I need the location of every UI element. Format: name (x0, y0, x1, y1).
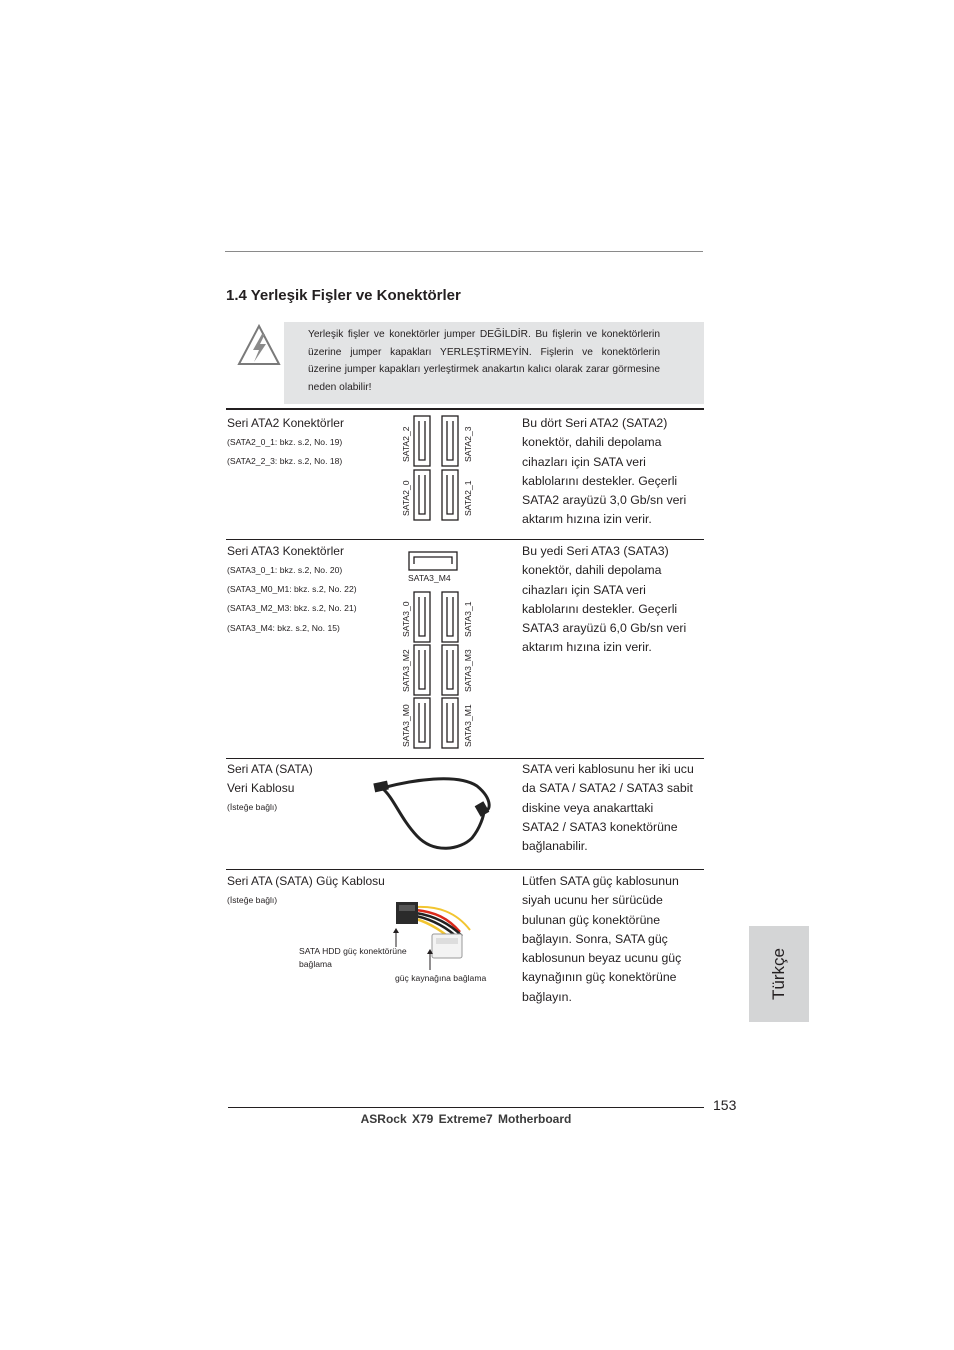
sata3-ref: (SATA3_M4: bkz. s.2, No. 15) (227, 623, 340, 633)
connector-label: SATA3_M4 (408, 573, 451, 583)
arrow-up-icon (392, 927, 400, 947)
connector-label: SATA3_0 (401, 601, 411, 637)
connector-label: SATA3_M3 (463, 649, 473, 692)
data-cable-title: Seri ATA (SATA) (227, 762, 313, 776)
power-cable-description: Lütfen SATA güç kablosunun siyah ucunu her sürücüde bulunan güç konektörüne bağlayın. Sonra, SATA güç kablosunun beyaz ucunu güç kaynağının güç konektörüne bağlayın. (522, 874, 682, 1004)
connector-label: SATA3_M2 (401, 649, 411, 692)
connector-label: SATA3_M0 (401, 704, 411, 747)
sata2-ref: (SATA2_2_3: bkz. s.2, No. 18) (227, 456, 343, 466)
connector-label: SATA3_1 (463, 601, 473, 637)
warning-text: Yerleşik fişler ve konektörler jumper DEĞİLDİR. Bu fişlerin ve konektörlerin üzerine jumper kapakları YERLEŞTİRMEYİN. Fişlerin ve konektörlerin üzerine jumper kapakları yerleştirmek anakartın kalıcı olarak zarar görmesine neden olabilir! (308, 329, 660, 393)
section-divider (226, 869, 704, 870)
top-rule (225, 251, 703, 252)
sata2-title: Seri ATA2 Konektörler (227, 416, 344, 430)
optional-note: (İsteğe bağlı) (227, 802, 278, 812)
sata3-ref: (SATA3_M2_M3: bkz. s.2, No. 21) (227, 603, 357, 613)
connector-label: SATA2_2 (401, 426, 411, 462)
page-number: 153 (713, 1097, 737, 1113)
sata-data-cable-image (372, 768, 502, 860)
connector-label: SATA2_0 (401, 480, 411, 516)
footer-rule (228, 1107, 704, 1108)
sata3-connector-diagram (412, 591, 464, 751)
sata3-ref: (SATA3_0_1: bkz. s.2, No. 20) (227, 565, 343, 575)
sata3-m4-connector-diagram (408, 551, 460, 573)
optional-note: (İsteğe bağlı) (227, 895, 278, 905)
sata3-ref: (SATA3_M0_M1: bkz. s.2, No. 22) (227, 584, 357, 594)
connector-label: SATA3_M1 (463, 704, 473, 747)
sata2-connector-diagram (412, 415, 464, 523)
psu-callout: güç kaynağına bağlama (395, 973, 487, 983)
language-tab-label: Türkçe (769, 948, 788, 1000)
sata3-title: Seri ATA3 Konektörler (227, 544, 344, 558)
sata2-ref: (SATA2_0_1: bkz. s.2, No. 19) (227, 437, 343, 447)
section-divider (226, 758, 704, 759)
section-divider (226, 539, 704, 540)
table-top-rule (226, 408, 704, 410)
footer-product: ASRock X79 Extreme7 Motherboard (360, 1112, 572, 1126)
sata3-description: Bu yedi Seri ATA3 (SATA3) konektör, dahili depolama cihazları için SATA veri kablolarını destekler. Geçerli SATA3 arayüzü 6,0 Gb/sn veri aktarım hızına izin verir. (522, 544, 687, 655)
connector-label: SATA2_1 (463, 480, 473, 516)
data-cable-description: SATA veri kablosunu her iki ucu da SATA / SATA2 / SATA3 sabit diskine veya anakarttaki SATA2 / SATA3 konektörüne bağlanabilir. (522, 762, 694, 854)
connector-label: SATA2_3 (463, 426, 473, 462)
high-voltage-warning-icon (236, 322, 282, 368)
hdd-callout: SATA HDD güç konektörüne bağlama (299, 946, 407, 969)
arrow-up-icon (426, 948, 434, 970)
language-tab-label-wrap (749, 926, 809, 1022)
section-title: 1.4 Yerleşik Fişler ve Konektörler (226, 287, 461, 304)
power-cable-title: Seri ATA (SATA) Güç Kablosu (227, 874, 385, 888)
data-cable-title: Veri Kablosu (227, 781, 295, 795)
sata2-description: Bu dört Seri ATA2 (SATA2) konektör, dahili depolama cihazları için SATA veri kablolarını destekler. Geçerli SATA2 arayüzü 3,0 Gb/sn veri aktarım hızına izin verir. (522, 416, 687, 527)
